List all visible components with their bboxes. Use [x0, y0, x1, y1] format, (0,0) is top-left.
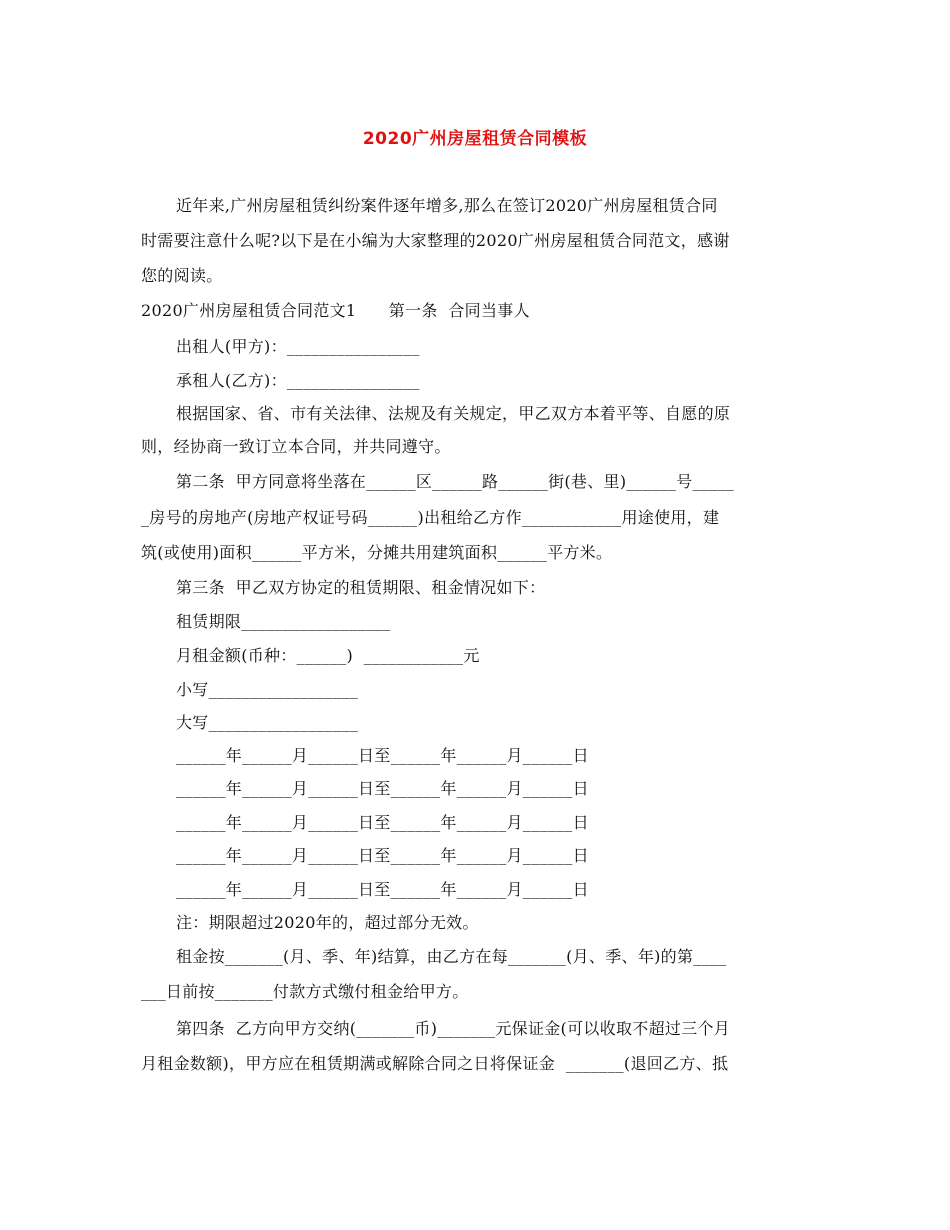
document-title: 2020广州房屋租赁合同模板	[362, 129, 588, 149]
intro-line-3: 您的阅读。	[141, 266, 223, 285]
lessee-line: 承租人(乙方)：________________	[176, 371, 420, 390]
article4-line-1: 第四条 乙方向甲方交纳(_______币)_______元保证金(可以收取不超过三个月	[176, 1019, 731, 1038]
date-range-line: ______年______月______日至______年______月______日	[176, 779, 589, 798]
basis-line-1: 根据国家、省、市有关法律、法规及有关规定，甲乙双方本着平等、自愿的原	[176, 404, 731, 423]
article2-line-2: _房号的房地产(房地产权证号码______)出租给乙方作____________用途使用，建	[141, 508, 720, 527]
intro-line-2: 时需要注意什么呢?以下是在小编为大家整理的2020广州房屋租赁合同范文，感谢	[141, 231, 730, 250]
article2-line-3: 筑(或使用)面积______平方米，分摊共用建筑面积______平方米。	[141, 543, 613, 562]
article4-line-2: 月租金数额)，甲方应在租赁期满或解除合同之日将保证金 _______(退回乙方、抵	[141, 1054, 729, 1073]
amount-lowercase-line: 小写__________________	[176, 680, 358, 699]
article2-line-1: 第二条 甲方同意将坐落在______区______路______街(巷、里)______号_____	[176, 472, 734, 491]
article3-heading: 第三条 甲乙双方协定的租赁期限、租金情况如下：	[176, 578, 546, 597]
intro-line-1: 近年来,广州房屋租赁纠纷案件逐年增多,那么在签订2020广州房屋租赁合同	[176, 196, 718, 215]
amount-uppercase-line: 大写__________________	[176, 713, 358, 732]
settlement-line-1: 租金按_______(月、季、年)结算，由乙方在每_______(月、季、年)的第____	[176, 947, 727, 966]
note-line: 注：期限超过2020年的，超过部分无效。	[176, 913, 479, 932]
date-range-line: ______年______月______日至______年______月______日	[176, 846, 589, 865]
settlement-line-2: ___日前按_______付款方式缴付租金给甲方。	[141, 982, 469, 1001]
date-range-line: ______年______月______日至______年______月______日	[176, 813, 589, 832]
date-range-line: ______年______月______日至______年______月______日	[176, 746, 589, 765]
section-heading: 2020广州房屋租赁合同范文1 第一条 合同当事人	[141, 301, 530, 320]
monthly-rent-line: 月租金额(币种：______) ____________元	[176, 646, 480, 665]
lessor-line: 出租人(甲方)：________________	[176, 337, 420, 356]
lease-term-line: 租赁期限__________________	[176, 612, 391, 631]
basis-line-2: 则，经协商一致订立本合同，并共同遵守。	[141, 437, 451, 456]
date-range-line: ______年______月______日至______年______月______日	[176, 880, 589, 899]
